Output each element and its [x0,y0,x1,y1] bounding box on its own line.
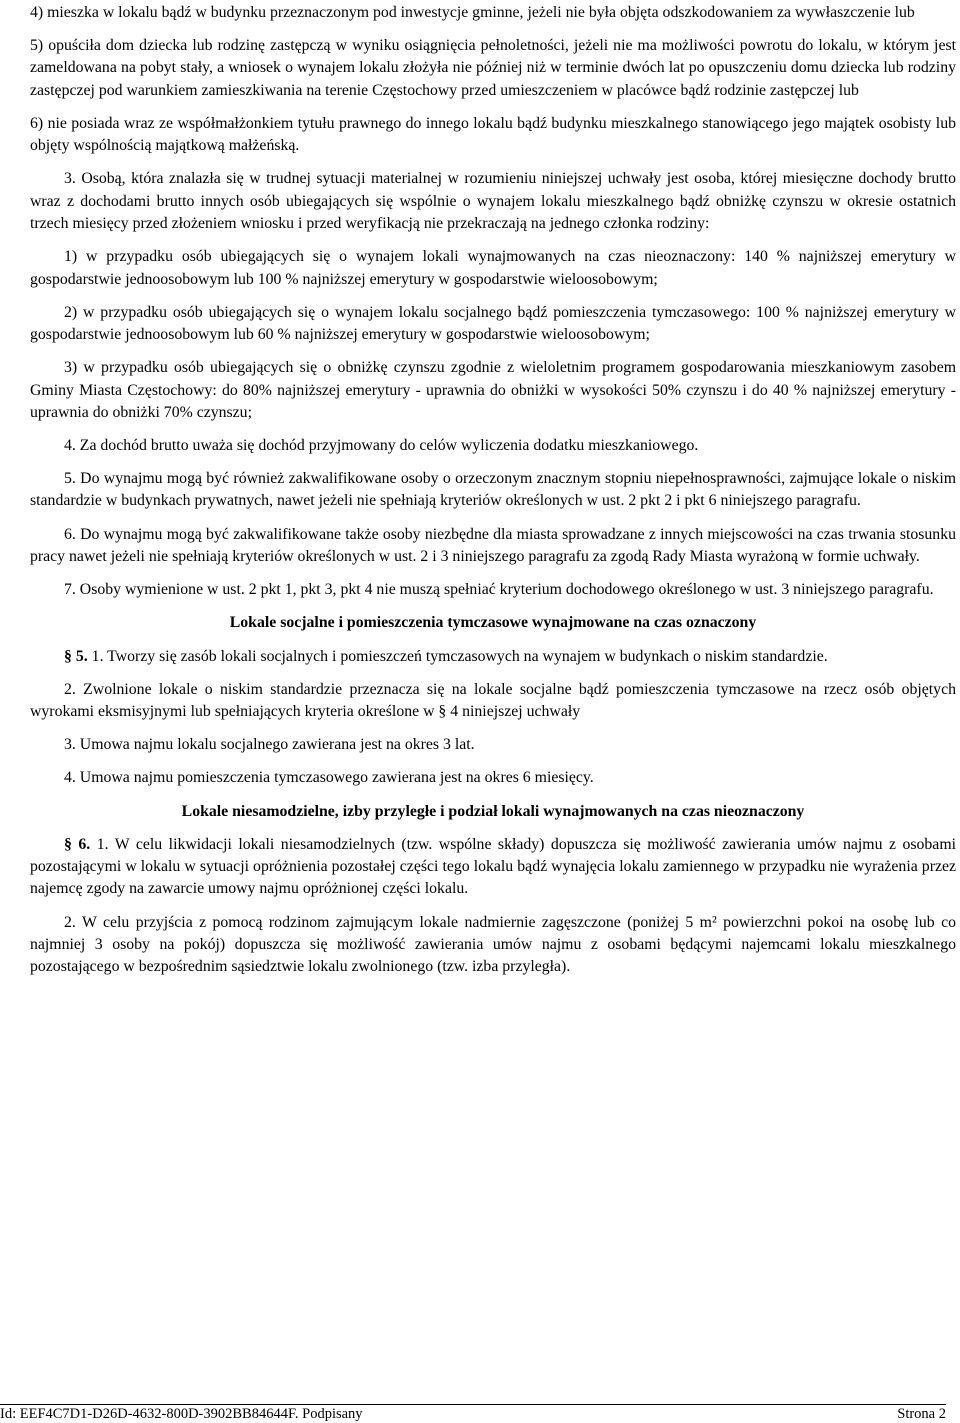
paragraph-ust-4: 4. Za dochód brutto uważa się dochód przyjmowany do celów wyliczenia dodatku mieszkaniowego. [64,436,699,454]
section-5-paragraph-3: 3. Umowa najmu lokalu socjalnego zawierana jest na okres 3 lat. [64,736,475,754]
section-5-paragraph-4: 4. Umowa najmu pomieszczenia tymczasowego zawierana jest na okres 6 miesięcy. [64,769,594,787]
footer-divider [0,1404,946,1405]
paragraph-point-3: 3) w przypadku osób ubiegających się o obniżkę czynszu zgodnie z wieloletnim programem gospodarowania mieszkaniowym zasobem Gminy Miasta Częstochowy: do 80% najniższej emerytury - uprawnia do obniżki w wysokości 50% czynszu i do 40 % najniższej emerytury - uprawnia do obniżki 70% czynszu; [30,359,956,421]
section-6-heading: Lokale niesamodzielne, izby przyległe i podział lokali wynajmowanych na czas nieoznaczony [181,802,805,820]
paragraph-point-1: 1) w przypadku osób ubiegających się o wynajem lokali wynajmowanych na czas nieoznaczony: 140 % najniższej emerytury w gospodarstwie jednoosobowym lub 100 % najniższej emerytury w gospodarstwie wieloosobowym; [30,248,956,288]
paragraph-item-6: 6) nie posiada wraz ze współmałżonkiem tytułu prawnego do innego lokalu bądź budynku mieszkalnego stanowiącego jego majątek osobisty lub objęty wspólnością majątkową małżeńską. [30,114,956,155]
section-5-paragraph-2: 2. Zwolnione lokale o niskim standardzie przeznacza się na lokale socjalne bądź pomieszczenia tymczasowe na rzecz osób objętych wyrokami eksmisyjnymi lub spełniających kryteria określone w § 4 niniejszej uchwały [30,680,956,720]
section-5-heading: Lokale socjalne i pomieszczenia tymczasowe wynajmowane na czas oznaczony [229,614,757,632]
paragraph-ust-7: 7. Osoby wymienione w ust. 2 pkt 1, pkt 3, pkt 4 nie muszą spełniać kryterium dochodowego określonego w ust. 3 niniejszego paragrafu. [64,581,934,599]
document-id: Id: EEF4C7D1-D26D-4632-800D-3902BB84644F. Podpisany [0,1406,363,1422]
document-body [30,2,956,989]
paragraph-point-2: 2) w przypadku osób ubiegających się o wynajem lokalu socjalnego bądź pomieszczenia tymczasowego: 100 % najniższej emerytury w gospodarstwie jednoosobowym lub 60 % najniższej emerytury w gospodarstwie wieloosobowym; [30,303,956,344]
paragraph-item-5: 5) opuściła dom dziecka lub rodzinę zastępczą w wyniku osiągnięcia pełnoletności, jeżeli nie ma możliwości powrotu do lokalu, w którym jest zameldowana na pobyt stały, a wniosek o wynajem lokalu złożyła nie później niż w terminie dwóch lat po opuszczeniu domu dziecka lub rodziny zastępczej pod warunkiem zamieszkiwania na terenie Częstochowy przed umieszczeniem w placówce bądź rodzinie zastępczej lub [30,37,956,99]
section-sign: § [64,835,72,853]
section-sign: § [64,647,72,665]
page-number: Strona 2 [897,1406,946,1422]
paragraph-ust-3: 3. Osobą, która znalazła się w trudnej sytuacji materialnej w rozumieniu niniejszej uchwały jest osoba, której miesięczne dochody brutto wraz z dochodami brutto innych osób ubiegających się wspólnie o wynajem lokalu mieszkalnego bądź obniżkę czynszu w okresie ostatnich trzech miesięcy przed złożeniem wniosku i przed weryfikacją nie przekraczają na jednego członka rodziny: [30,170,956,233]
section-5-paragraph-1 [30,646,956,668]
section-number: 5. [75,647,88,665]
paragraph-item-4: 4) mieszka w lokalu bądź w budynku przeznaczonym pod inwestycje gminne, jeżeli nie była objęta odszkodowaniem za wywłaszczenie lub [30,4,915,21]
section-5-marker [64,648,88,665]
section-number: 6. [78,835,91,853]
section-5-paragraph-1-text: 1. Tworzy się zasób lokali socjalnych i pomieszczeń tymczasowych na wynajem w budynkach o niskim standardzie. [87,647,828,665]
paragraph-ust-6: 6. Do wynajmu mogą być zakwalifikowane także osoby niezbędne dla miasta sprowadzane z innych miejscowości na czas trwania stosunku pracy nawet jeżeli nie spełniają kryteriów określonych w ust. 2 i 3 niniejszego paragrafu za zgodą Rady Miasta wyrażoną w formie uchwały. [30,525,956,565]
paragraph-ust-5: 5. Do wynajmu mogą być również zakwalifikowane osoby o orzeczonym znacznym stopniu niepełnosprawności, zajmujące lokale o niskim standardzie w budynkach prywatnych, nawet jeżeli nie spełniają kryteriów określonych w ust. 2 pkt 2 i pkt 6 niniejszego paragrafu. [30,470,956,510]
section-6-paragraph-1 [30,834,956,901]
section-6-paragraph-1-text: 1. W celu likwidacji lokali niesamodzielnych (tzw. wspólne składy) dopuszcza się możliwość zawierania umów najmu z osobami pozostającymi w lokalu w sytuacji opróżnienia pozostałej części tego lokalu bądź wynajęcia lokalu zamiennego w przypadku nie wyrażenia przez najemcę zgody na zawarcie umowy najmu opróżnionej części lokalu. [30,835,956,898]
page-footer [0,1404,960,1423]
section-6-marker [64,836,90,853]
section-6-paragraph-2: 2. W celu przyjścia z pomocą rodzinom zajmującym lokale nadmiernie zagęszczone (poniżej 5 m² powierzchni pokoi na osobę lub co najmniej 3 osoby na pokój) dopuszcza się możliwość zawierania umów najmu z osobami będącymi najemcami lokalu mieszkalnego pozostającego w bezpośrednim sąsiedztwie lokalu zwolnionego (tzw. izba przyległa). [30,913,956,976]
